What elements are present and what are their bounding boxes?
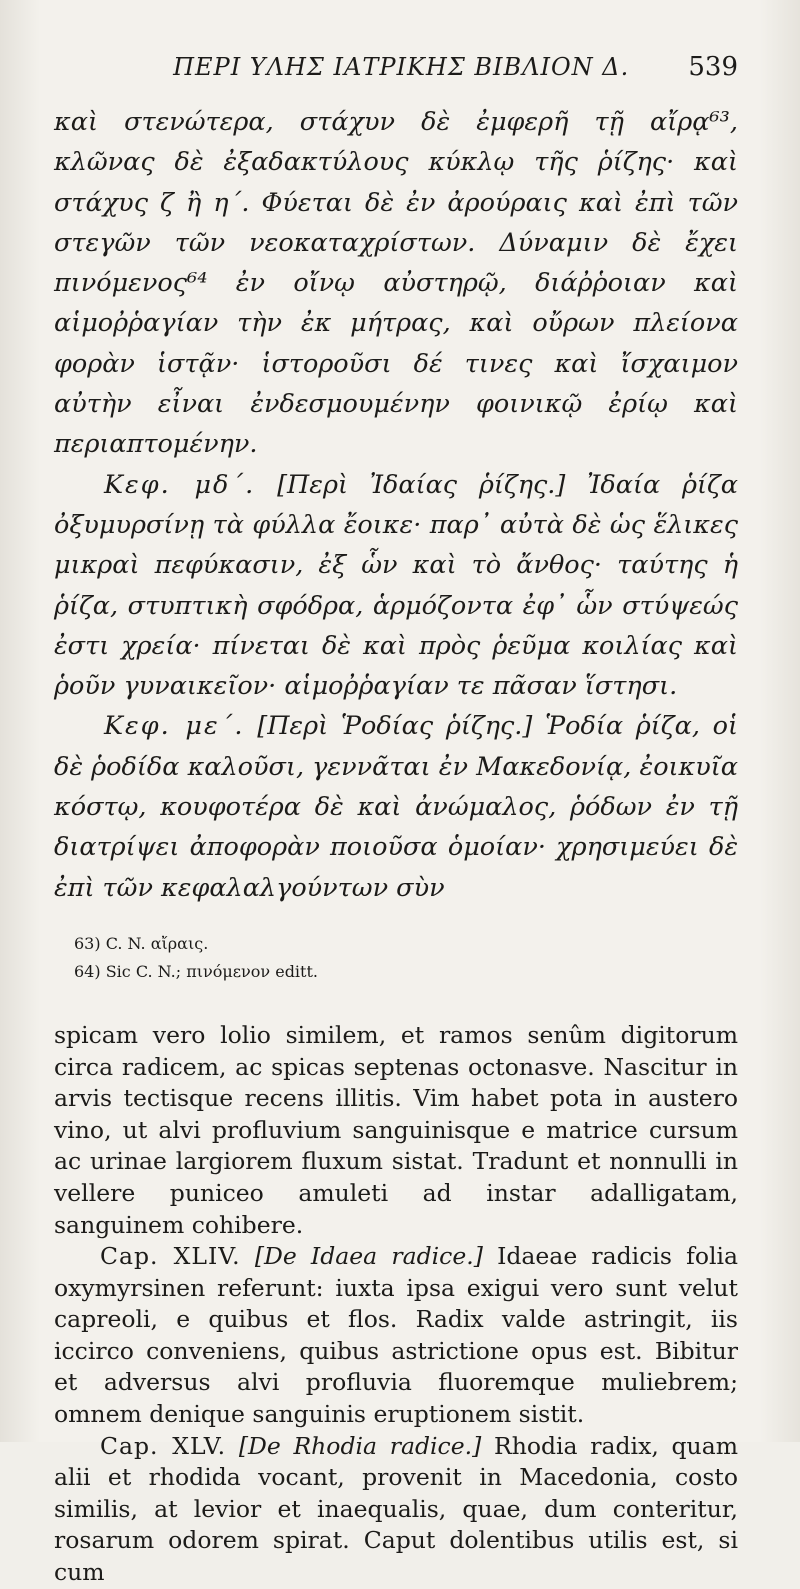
page-number: 539 (688, 52, 738, 82)
latin-chapter-body: Rhodia radix, quam alii et rhodida vocant, provenit in Macedonia, costo similis, at levior et inaequalis, quae, dum conteritur, rosarum odorem spirat. Caput dolentibus utilis est, si cum (54, 1431, 738, 1587)
latin-chapter-label: Cap. XLIV. (100, 1242, 241, 1271)
latin-chapter-title: [De Rhodia radice.] (238, 1431, 482, 1460)
greek-paragraph: καὶ στενώτερα, στάχυν δὲ ἐμφερῆ τῇ αἴρᾳ⁶³, κλῶνας δὲ ἐξαδακτύλους κύκλῳ τῆς ῥίζης· καὶ στάχυς ζ ἢ η΄. Φύεται δὲ ἐν ἀρούραις καὶ ἐπὶ τῶν στεγῶν τῶν νεοκαταχρίστων. Δύναμιν δὲ ἔχει πινόμενος⁶⁴ ἐν οἴνῳ αὐστηρῷ, διάῤῥοιαν καὶ αἱμοῤῥαγίαν τὴν ἐκ μήτρας, καὶ οὔρων πλείονα φορὰν ἱστᾷν· ἱστοροῦσι δέ τινες καὶ ἴσχαιμον αὐτὴν εἶναι ἐνδεσμουμένην φοινικῷ ἐρίῳ καὶ περιαπτομένην. (54, 107, 738, 460)
footnote (74, 958, 738, 986)
running-head: ΠΕΡΙ ΥΛΗΣ ΙΑΤΡΙΚΗΣ ΒΙΒΛΙΟΝ Δ. (173, 53, 630, 81)
latin-paragraph: spicam vero lolio similem, et ramos senûm digitorum circa radicem, ac spicas septenas octonasve. Nascitur in arvis tectisque recens illitis. Vim habet pota in austero vino, ut alvi profluvium sanguinisque e matrice cursum ac urinae largiorem fluxum sistat. Tradunt et nonnulli in vellere puniceo amuleti ad instar adalligatam, sanguinem cohibere. (54, 1020, 738, 1239)
footnote (74, 930, 738, 958)
page-header (54, 52, 738, 96)
greek-text (54, 102, 738, 908)
greek-chapter-45 (54, 706, 738, 907)
greek-chapter-44 (54, 465, 738, 707)
greek-chapter-body: [Περὶ Ἰδαίας ῥίζης.] Ἰδαία ῥίζα ὀξυμυρσίνῃ τὰ φύλλα ἔοικε· παρ᾽ αὐτὰ δὲ ὡς ἕλικες μικραὶ πεφύκασιν, ἐξ ὧν καὶ τὸ ἄνθος· ταύτης ἡ ῥίζα, στυπτικὴ σφόδρα, ἁρμόζοντα ἐφ᾽ ὧν στύψεώς ἐστι χρεία· πίνεται δὲ καὶ πρὸς ῥεῦμα κοιλίας καὶ ῥοῦν γυναικεῖον· αἱμοῤῥαγίαν τε πᾶσαν ἵστησι. (54, 469, 738, 702)
latin-chapter-label: Cap. XLV. (100, 1431, 227, 1460)
greek-chapter-label: Κεφ. μδ΄. (104, 469, 256, 500)
footnotes (54, 930, 738, 986)
latin-text (54, 1020, 738, 1589)
greek-chapter-label: Κεφ. με΄. (104, 711, 245, 742)
latin-chapter-45 (54, 1431, 738, 1589)
footnote-text: C. N. αἴραις. (105, 933, 209, 953)
latin-chapter-body: Idaeae radicis folia oxymyrsinen referunt: iuxta ipsa exigui vero sunt velut capreoli, e quibus et flos. Radix valde astringit, iis iccirco conveniens, quibus astrictione opus est. Bibitur et adversus alvi profluvia fluoremque muliebrem; omnem denique sanguinis eruptionem sistit. (54, 1242, 739, 1429)
footnote-text: Sic C. N.; πινόμενον editt. (105, 961, 318, 981)
greek-chapter-body: [Περὶ Ῥοδίας ῥίζης.] Ῥοδία ῥίζα, οἱ δὲ ῥοδίδα καλοῦσι, γεννᾶται ἐν Μακεδονίᾳ, ἐοικυῖα κόστῳ, κουφοτέρα δὲ καὶ ἀνώμαλος, ῥόδων ἐν τῇ διατρίψει ἀποφορὰν ποιοῦσα ὁμοίαν· χρησιμεύει δὲ ἐπὶ τῶν κεφαλαλγούντων σὺν (54, 711, 739, 903)
latin-chapter-title: [De Idaea radice.] (254, 1242, 483, 1271)
latin-chapter-44 (54, 1241, 738, 1431)
footnote-number: 63) (74, 933, 101, 953)
footnote-number: 64) (74, 961, 101, 981)
